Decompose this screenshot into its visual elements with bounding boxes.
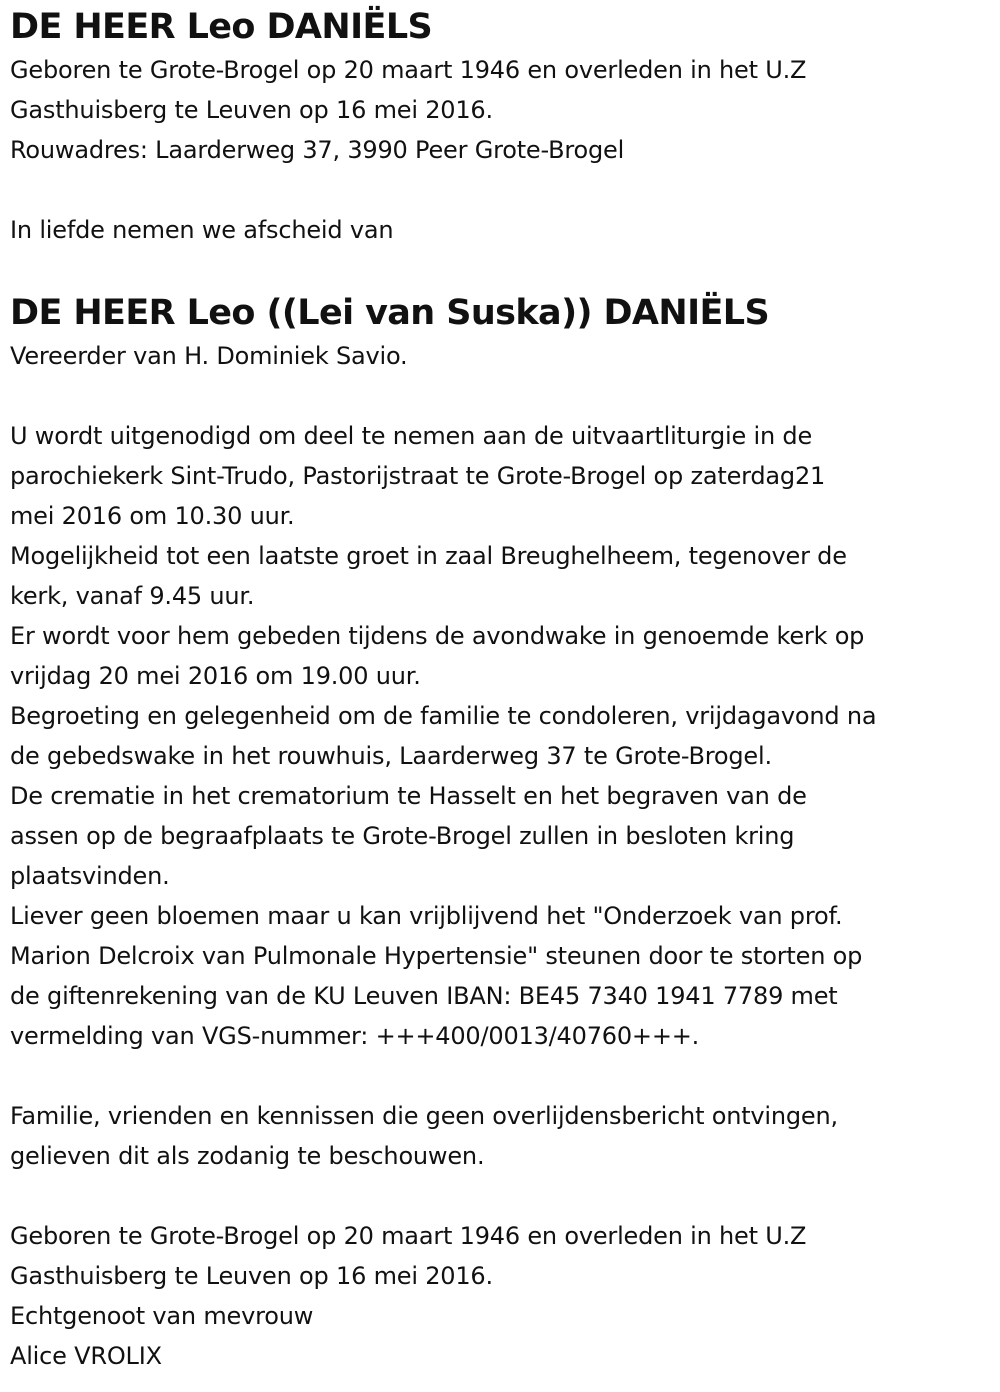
header-line-death: Gasthuisberg te Leuven op 16 mei 2016. <box>10 96 493 124</box>
body-line: De crematie in het crematorium te Hasselt en het begraven van de <box>10 782 807 810</box>
body-line: vrijdag 20 mei 2016 om 19.00 uur. <box>10 662 421 690</box>
body-line: Liever geen bloemen maar u kan vrijblijvend het "Onderzoek van prof. <box>10 902 843 930</box>
body-line: Er wordt voor hem gebeden tijdens de avondwake in genoemde kerk op <box>10 622 865 650</box>
spacer <box>10 1056 995 1096</box>
body-line: assen op de begraafplaats te Grote-Brogel zullen in besloten kring <box>10 822 795 850</box>
spacer <box>10 376 995 416</box>
body-line: mei 2016 om 10.30 uur. <box>10 502 295 530</box>
footer-line: Gasthuisberg te Leuven op 16 mei 2016. <box>10 1262 493 1290</box>
header-title: DE HEER Leo DANIËLS <box>10 7 433 47</box>
spacer <box>10 1176 995 1216</box>
family-paragraph <box>10 1096 995 1176</box>
body-line: de giftenrekening van de KU Leuven IBAN: BE45 7340 1941 7789 met <box>10 982 838 1010</box>
body-line: plaatsvinden. <box>10 862 170 890</box>
body-line: parochiekerk Sint-Trudo, Pastorijstraat te Grote-Brogel op zaterdag21 <box>10 462 826 490</box>
body-line: Mogelijkheid tot een laatste groet in zaal Breughelheem, tegenover de <box>10 542 847 570</box>
obituary-document <box>10 4 995 1376</box>
body-line: Begroeting en gelegenheid om de familie te condoleren, vrijdagavond na <box>10 702 877 730</box>
body-line: Marion Delcroix van Pulmonale Hypertensie" steunen door te storten op <box>10 942 863 970</box>
footer-paragraph <box>10 1216 995 1376</box>
body-line: vermelding van VGS-nummer: +++400/0013/40760+++. <box>10 1022 700 1050</box>
spacer <box>10 170 995 210</box>
spacer <box>10 250 995 290</box>
body-paragraph <box>10 416 995 1056</box>
body-line: de gebedswake in het rouwhuis, Laarderweg 37 te Grote-Brogel. <box>10 742 772 770</box>
spouse-name: Alice VROLIX <box>10 1342 162 1370</box>
name-block-title: DE HEER Leo ((Lei van Suska)) DANIËLS <box>10 293 770 333</box>
header-line-address: Rouwadres: Laarderweg 37, 3990 Peer Grote-Brogel <box>10 136 625 164</box>
family-line: gelieven dit als zodanig te beschouwen. <box>10 1142 485 1170</box>
footer-line: Geboren te Grote-Brogel op 20 maart 1946 en overleden in het U.Z <box>10 1222 807 1250</box>
body-line: U wordt uitgenodigd om deel te nemen aan de uitvaartliturgie in de <box>10 422 813 450</box>
name-block-subtitle: Vereerder van H. Dominiek Savio. <box>10 342 408 370</box>
header-line-birth: Geboren te Grote-Brogel op 20 maart 1946 en overleden in het U.Z <box>10 56 807 84</box>
family-line: Familie, vrienden en kennissen die geen overlijdensbericht ontvingen, <box>10 1102 838 1130</box>
intro-text: In liefde nemen we afscheid van <box>10 216 394 244</box>
footer-line: Echtgenoot van mevrouw <box>10 1302 314 1330</box>
body-line: kerk, vanaf 9.45 uur. <box>10 582 255 610</box>
